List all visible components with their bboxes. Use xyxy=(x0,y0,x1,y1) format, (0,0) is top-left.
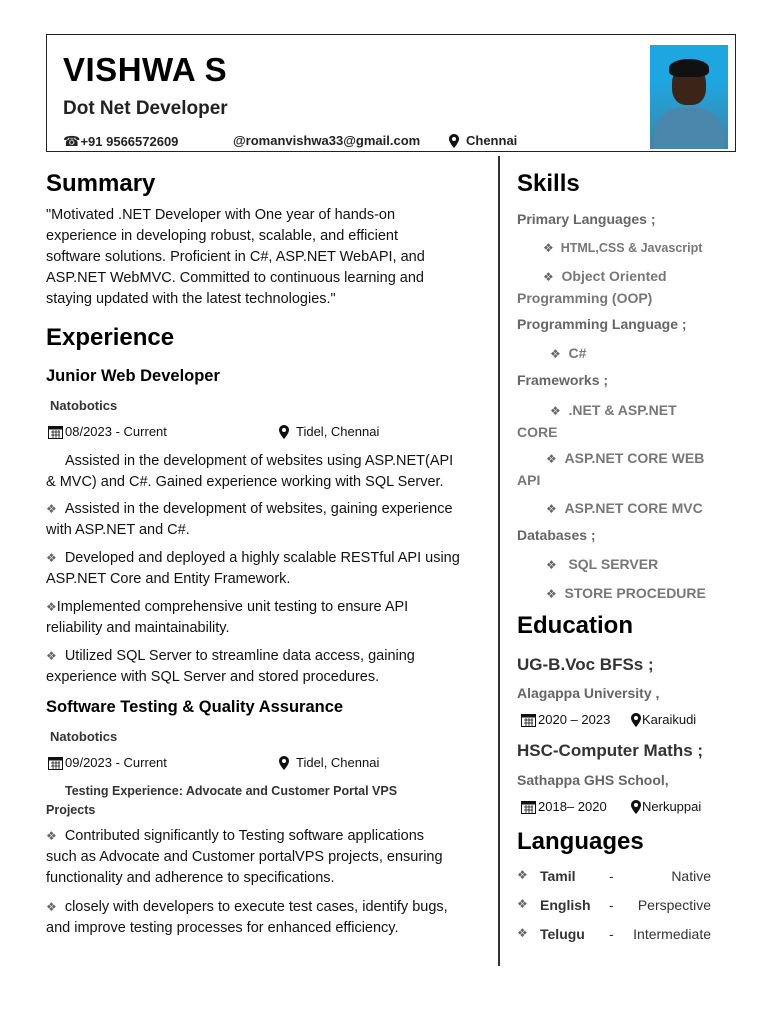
experience-heading: Experience xyxy=(46,324,175,351)
skill-label: ASP.NET CORE MVC xyxy=(564,500,703,516)
skill-label: Object Oriented xyxy=(561,268,667,284)
bullet-line: ASP.NET Core and Entity Framework. xyxy=(46,571,291,587)
skill-label: HTML,CSS & Javascript xyxy=(560,241,703,255)
calendar-icon xyxy=(521,713,536,727)
calendar-icon xyxy=(48,425,63,439)
job-role: Dot Net Developer xyxy=(63,98,228,119)
job-bullet xyxy=(46,548,486,590)
bullet-icon: ❖ xyxy=(546,502,557,516)
intro-line: & MVC) and C#. Gained experience working with SQL Server. xyxy=(46,474,444,490)
language-sep: - xyxy=(609,868,614,884)
bullet-icon: ❖ xyxy=(546,558,557,572)
bullet-icon: ❖ xyxy=(550,404,561,418)
skill-label: C# xyxy=(568,345,587,361)
intro-line: Projects xyxy=(46,803,96,817)
education-heading: Education xyxy=(517,612,634,639)
skill-item xyxy=(517,266,737,309)
bullet-line: Implemented comprehensive unit testing to ensure API xyxy=(56,599,409,615)
map-pin-icon xyxy=(631,800,641,814)
summary-section xyxy=(46,170,486,310)
intro-line: Testing Experience: Advocate and Customer Portal VPS xyxy=(65,784,398,798)
job-title: Software Testing & Quality Assurance xyxy=(46,698,344,716)
date-range: 08/2023 - Current xyxy=(65,424,167,439)
bullet-icon: ❖ xyxy=(550,347,561,361)
map-pin-icon xyxy=(279,756,289,770)
job-title: Junior Web Developer xyxy=(46,367,220,385)
skill-label: CORE xyxy=(517,424,558,440)
edu-institution: Sathappa GHS School, xyxy=(517,772,669,788)
job-intro xyxy=(46,782,486,820)
location-text: Tidel, Chennai xyxy=(296,755,380,770)
bullet-icon: ❖ xyxy=(543,270,554,284)
bullet-line: closely with developers to execute test cases, identify bugs, xyxy=(64,899,448,915)
calendar-icon xyxy=(48,756,63,770)
skill-item xyxy=(550,343,768,365)
email-contact xyxy=(233,133,420,148)
skill-label: .NET & ASP.NET xyxy=(568,402,677,418)
skill-category: Programming Language ; xyxy=(517,316,687,332)
resume-header xyxy=(46,34,736,152)
language-level: Native xyxy=(671,868,711,884)
language-name: English xyxy=(540,897,591,913)
languages-list xyxy=(517,868,737,958)
bullet-icon: ❖ xyxy=(46,600,57,614)
job-bullet xyxy=(46,597,486,639)
calendar-icon xyxy=(521,800,536,814)
date-range: 09/2023 - Current xyxy=(65,755,167,770)
bullet-line: such as Advocate and Customer portalVPS projects, ensuring xyxy=(46,849,443,865)
languages-heading: Languages xyxy=(517,828,644,855)
skill-category: Frameworks ; xyxy=(517,372,609,388)
skill-item xyxy=(546,583,766,605)
profile-photo xyxy=(650,45,728,149)
summary-line: experience in developing robust, scalable, and efficient xyxy=(46,228,398,244)
summary-line: "Motivated .NET Developer with One year of hands-on xyxy=(46,207,396,223)
bullet-icon: ❖ xyxy=(546,587,557,601)
skill-category: Primary Languages ; xyxy=(517,211,656,227)
bullet-icon: ❖ xyxy=(46,502,57,516)
bullet-line: Developed and deployed a highly scalable RESTful API using xyxy=(64,550,460,566)
edu-location xyxy=(631,799,731,814)
location-text: Tidel, Chennai xyxy=(296,424,380,439)
skill-item xyxy=(517,400,737,443)
map-pin-icon xyxy=(449,134,459,148)
bullet-icon: ❖ xyxy=(543,241,554,255)
bullet-line: functionality and adherence to specifications. xyxy=(46,870,335,886)
edu-degree: HSC-Computer Maths ; xyxy=(517,741,704,760)
skill-label: SQL SERVER xyxy=(568,556,659,572)
skill-item xyxy=(546,498,766,520)
bullet-icon: ❖ xyxy=(517,897,528,911)
language-name: Telugu xyxy=(540,926,585,942)
edu-location xyxy=(631,712,731,727)
bullet-line: experience with SQL Server and stored procedures. xyxy=(46,669,380,685)
phone-contact xyxy=(63,133,178,150)
bullet-icon: ❖ xyxy=(46,551,57,565)
company-name: Natobotics xyxy=(50,729,118,744)
language-level: Perspective xyxy=(637,897,711,913)
bullet-line: with ASP.NET and C#. xyxy=(46,522,190,538)
job-bullet xyxy=(46,826,486,889)
bullet-line: Contributed significantly to Testing software applications xyxy=(64,828,425,844)
phone-number: +91 9566572609 xyxy=(80,134,179,149)
bullet-icon: ❖ xyxy=(46,649,57,663)
year-range: 2020 – 2023 xyxy=(538,712,611,727)
phone-icon: ☎ xyxy=(63,133,81,149)
skill-item xyxy=(543,238,763,259)
company-name: Natobotics xyxy=(50,398,118,413)
job-location xyxy=(279,424,479,439)
bullet-line: Assisted in the development of websites, gaining experience xyxy=(64,501,453,517)
bullet-icon: ❖ xyxy=(517,868,528,882)
skill-label: API xyxy=(517,472,541,488)
bullet-icon: ❖ xyxy=(546,452,557,466)
bullet-line: and improve testing processes for enhanced efficiency. xyxy=(46,920,399,936)
skill-item xyxy=(517,448,737,491)
skill-item xyxy=(546,554,766,576)
job-bullet xyxy=(46,646,486,688)
language-sep: - xyxy=(609,897,614,913)
email-address: @romanvishwa33@gmail.com xyxy=(233,133,421,148)
language-sep: - xyxy=(609,926,614,942)
language-level: Intermediate xyxy=(633,926,711,942)
location-text: Karaikudi xyxy=(642,712,697,727)
skills-heading: Skills xyxy=(517,170,580,197)
edu-institution: Alagappa University , xyxy=(517,685,660,701)
location-text: Chennai xyxy=(466,133,518,148)
location-contact xyxy=(449,133,517,148)
candidate-name: VISHWA S xyxy=(63,51,228,88)
map-pin-icon xyxy=(631,713,641,727)
column-divider xyxy=(498,156,500,966)
job-bullet xyxy=(46,897,486,939)
year-range: 2018– 2020 xyxy=(538,799,607,814)
skill-category: Databases ; xyxy=(517,527,596,543)
edu-degree: UG-B.Voc BFSs ; xyxy=(517,655,654,674)
summary-line: ASP.NET WebMVC. Committed to continuous learning and xyxy=(46,270,424,286)
location-text: Nerkuppai xyxy=(642,799,702,814)
skill-label: Programming (OOP) xyxy=(517,290,653,306)
job-intro xyxy=(46,451,486,493)
bullet-line: reliability and maintainability. xyxy=(46,620,230,636)
summary-text xyxy=(46,205,486,310)
skill-label: ASP.NET CORE WEB xyxy=(564,450,705,466)
intro-line: Assisted in the development of websites using ASP.NET(API xyxy=(65,453,454,469)
bullet-icon: ❖ xyxy=(46,829,57,843)
bullet-line: Utilized SQL Server to streamline data access, gaining xyxy=(64,648,415,664)
job-location xyxy=(279,755,479,770)
summary-heading: Summary xyxy=(46,170,156,197)
skill-label: STORE PROCEDURE xyxy=(564,585,706,601)
bullet-icon: ❖ xyxy=(46,900,57,914)
language-name: Tamil xyxy=(540,868,576,884)
job-bullet xyxy=(46,499,486,541)
summary-line: staying updated with the latest technologies." xyxy=(46,291,336,307)
map-pin-icon xyxy=(279,425,289,439)
summary-line: software solutions. Proficient in C#, ASP.NET WebAPI, and xyxy=(46,249,425,265)
bullet-icon: ❖ xyxy=(517,926,528,940)
